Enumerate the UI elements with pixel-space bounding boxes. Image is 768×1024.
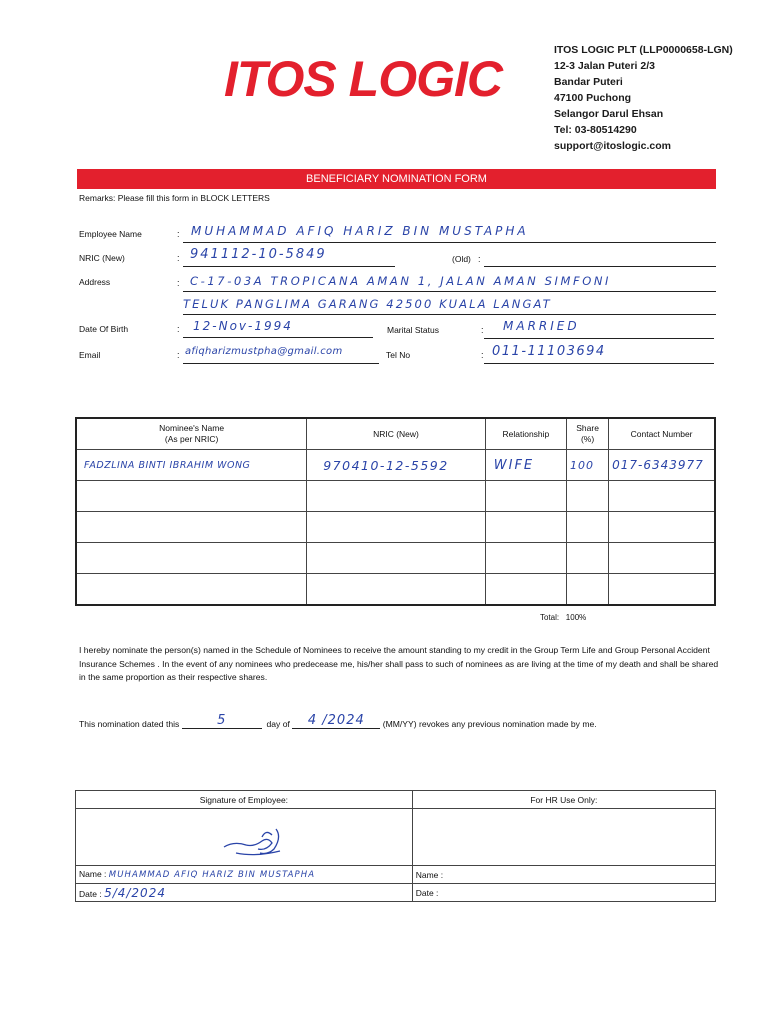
form-title: BENEFICIARY NOMINATION FORM [77, 169, 716, 189]
hr-use-header: For HR Use Only: [412, 791, 715, 809]
empty-cell[interactable] [485, 543, 566, 574]
address-line2-field[interactable]: TELUK PANGLIMA GARANG 42500 KUALA LANGAT [183, 297, 552, 311]
address-label: Address [79, 277, 111, 287]
empty-cell[interactable] [609, 481, 715, 512]
company-address-line: Bandar Puteri [554, 76, 623, 88]
colon: : [177, 350, 180, 360]
empty-cell[interactable] [307, 574, 486, 606]
colon: : [177, 253, 180, 263]
column-header-nominee-name: Nominee's Name (As per NRIC) [76, 418, 307, 450]
total-share: Total: 100% [540, 613, 587, 622]
tel-field[interactable]: 011-11103694 [492, 344, 606, 359]
marital-status-label: Marital Status [387, 325, 439, 335]
empty-cell[interactable] [567, 512, 609, 543]
company-address-line: 12-3 Jalan Puteri 2/3 [554, 60, 655, 72]
nominee-table [75, 417, 716, 606]
divider [484, 363, 714, 364]
day-field[interactable]: 5 [182, 713, 262, 729]
table-row [76, 543, 715, 574]
signature-header-row [76, 791, 716, 809]
nric-new-field[interactable]: 941112-10-5849 [190, 247, 327, 262]
divider [484, 338, 714, 339]
table-row [76, 512, 715, 543]
empty-cell[interactable] [609, 512, 715, 543]
column-header-contact: Contact Number [609, 418, 715, 450]
form-remarks: Remarks: Please fill this form in BLOCK LETTERS [79, 193, 270, 203]
table-row [76, 574, 715, 606]
nominee-share-cell[interactable]: 100 [567, 450, 609, 481]
employee-date-line[interactable]: Date : 5/4/2024 [76, 884, 413, 902]
company-address-line: 47100 Puchong [554, 92, 632, 104]
company-name: ITOS LOGIC PLT (LLP0000658-LGN) [554, 44, 733, 56]
employee-name-label: Employee Name [79, 229, 142, 239]
empty-cell[interactable] [485, 574, 566, 606]
empty-cell[interactable] [76, 512, 307, 543]
hr-name-line[interactable]: Name : [412, 866, 715, 884]
divider [183, 291, 716, 292]
nric-new-label: NRIC (New) [79, 253, 125, 263]
employee-name-line[interactable]: Name : MUHAMMAD AFIQ HARIZ BIN MUSTAPHA [76, 866, 413, 884]
day-of-label: day of [266, 719, 290, 729]
table-row [76, 481, 715, 512]
empty-cell[interactable] [567, 574, 609, 606]
company-email: support@itoslogic.com [554, 140, 671, 152]
month-year-field[interactable]: 4 /2024 [292, 713, 380, 729]
empty-cell[interactable] [307, 481, 486, 512]
empty-cell[interactable] [485, 512, 566, 543]
dated-suffix: (MM/YY) revokes any previous nomination made by me. [382, 719, 597, 729]
colon: : [481, 325, 484, 335]
empty-cell[interactable] [567, 543, 609, 574]
nominee-contact-cell[interactable]: 017-6343977 [609, 450, 715, 481]
hr-use-box[interactable] [412, 809, 715, 866]
table-header-row [76, 418, 715, 450]
company-tel: Tel: 03-80514290 [554, 124, 637, 136]
handwritten-signature [216, 819, 306, 859]
nominee-relationship-cell[interactable]: WIFE [485, 450, 566, 481]
employee-name-field[interactable]: MUHAMMAD AFIQ HARIZ BIN MUSTAPHA [191, 224, 529, 238]
colon: : [177, 278, 180, 288]
column-header-share: Share (%) [567, 418, 609, 450]
empty-cell[interactable] [76, 574, 307, 606]
nominee-name-cell[interactable]: FADZLINA BINTI IBRAHIM WONG [76, 450, 307, 481]
company-address-line: Selangor Darul Ehsan [554, 108, 664, 120]
empty-cell[interactable] [76, 481, 307, 512]
nric-old-label: (Old) [452, 254, 471, 264]
empty-cell[interactable] [609, 574, 715, 606]
dated-prefix: This nomination dated this [79, 719, 180, 729]
email-field[interactable]: afiqharizmustpha@gmail.com [185, 346, 343, 357]
colon: : [478, 254, 481, 264]
signature-date-row [76, 884, 716, 902]
employee-signature-header: Signature of Employee: [76, 791, 413, 809]
empty-cell[interactable] [567, 481, 609, 512]
divider [183, 266, 395, 267]
dob-field[interactable]: 12-Nov-1994 [193, 319, 293, 333]
signature-table [75, 790, 716, 902]
divider [183, 242, 716, 243]
address-line1-field[interactable]: C-17-03A TROPICANA AMAN 1, JALAN AMAN SIMFONI [190, 274, 612, 288]
divider [183, 337, 373, 338]
signature-box-row [76, 809, 716, 866]
divider [484, 266, 716, 267]
email-label: Email [79, 350, 101, 360]
marital-status-field[interactable]: MARRIED [503, 319, 580, 333]
empty-cell[interactable] [76, 543, 307, 574]
colon: : [177, 324, 180, 334]
nominee-nric-cell[interactable]: 970410-12-5592 [307, 450, 486, 481]
table-row [76, 450, 715, 481]
tel-label: Tel No [386, 350, 411, 360]
nomination-date-line [79, 713, 597, 729]
employee-signature-box[interactable] [76, 809, 413, 866]
signature-name-row [76, 866, 716, 884]
empty-cell[interactable] [609, 543, 715, 574]
empty-cell[interactable] [307, 512, 486, 543]
declaration-text: I hereby nominate the person(s) named in the Schedule of Nominees to receive the amount standing to my credit in the Group Term Life and Group Personal Accident Insurance Schemes . In the event of any nominees who predecease me, his/her shall pass to such of nominees as are living at the time of my death and shall be shared in the same proportion as their respective shares. [79, 645, 719, 682]
divider [183, 314, 716, 315]
column-header-relationship: Relationship [485, 418, 566, 450]
colon: : [481, 350, 484, 360]
company-logo: ITOS LOGIC [224, 51, 502, 107]
company-address-block [554, 42, 733, 154]
empty-cell[interactable] [307, 543, 486, 574]
empty-cell[interactable] [485, 481, 566, 512]
dob-label: Date Of Birth [79, 324, 129, 334]
column-header-nric: NRIC (New) [307, 418, 486, 450]
divider [183, 363, 379, 364]
hr-date-line[interactable]: Date : [412, 884, 715, 902]
colon: : [177, 229, 180, 239]
